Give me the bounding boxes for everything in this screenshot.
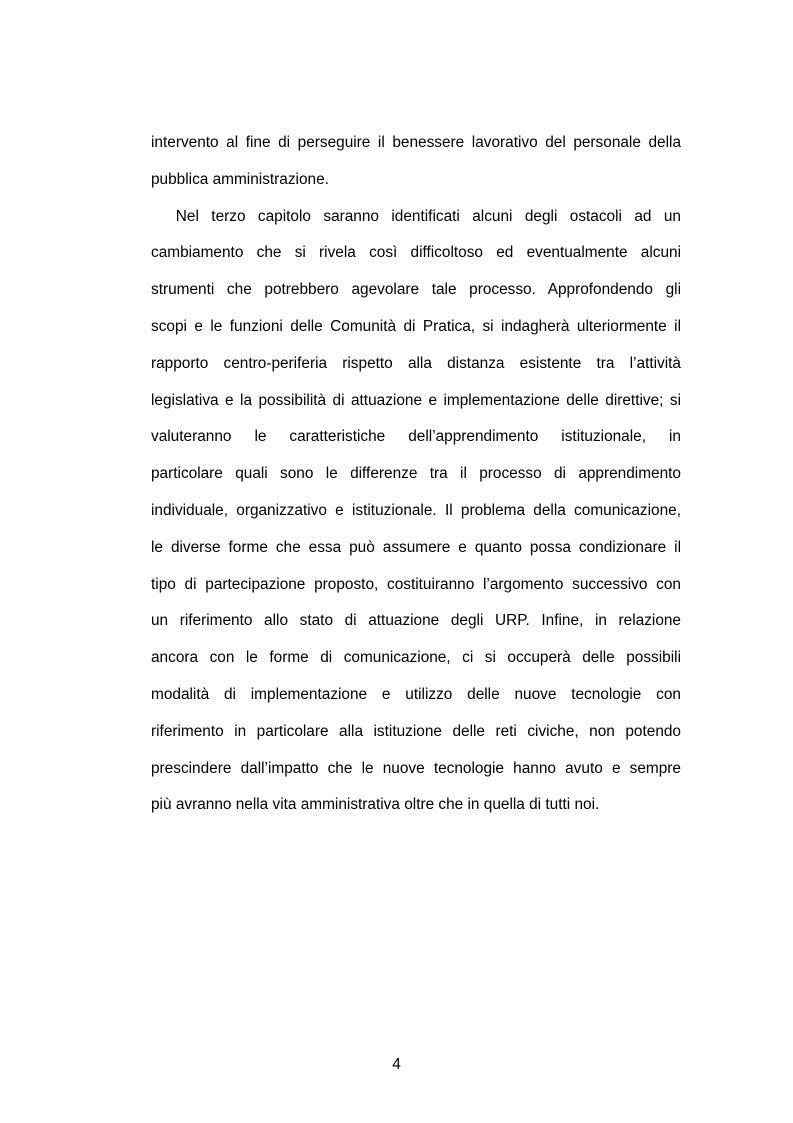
text-line: Nel terzo capitolo saranno identificati alcuni degli ostacoli ad un xyxy=(151,207,681,225)
text-line: le diverse forme che essa può assumere e quanto possa condizionare il xyxy=(151,538,681,556)
paragraph-2 xyxy=(151,199,681,825)
text-line: modalità di implementazione e utilizzo delle nuove tecnologie con xyxy=(151,685,681,703)
text-line: più avranno nella vita amministrativa oltre che in quella di tutti noi. xyxy=(151,796,600,814)
text-line: individuale, organizzativo e istituzionale. Il problema della comunicazione, xyxy=(151,501,681,519)
text-line: scopi e le funzioni delle Comunità di Pratica, si indagherà ulteriormente il xyxy=(151,317,681,335)
text-line: tipo di partecipazione proposto, costituiranno l’argomento successivo con xyxy=(151,575,681,593)
text-line: ancora con le forme di comunicazione, ci si occuperà delle possibili xyxy=(151,649,681,667)
text-line: un riferimento allo stato di attuazione degli URP. Infine, in relazione xyxy=(151,612,681,630)
text-line: rapporto centro-periferia rispetto alla distanza esistente tra l’attività xyxy=(151,354,681,372)
page-number: 4 xyxy=(392,1056,401,1073)
text-line: prescindere dall’impatto che le nuove tecnologie hanno avuto e sempre xyxy=(151,759,681,777)
text-line: particolare quali sono le differenze tra il processo di apprendimento xyxy=(151,465,681,483)
body-text xyxy=(151,125,681,824)
text-line: legislativa e la possibilità di attuazione e implementazione delle direttive; si xyxy=(151,391,681,409)
text-line: pubblica amministrazione. xyxy=(151,170,329,188)
text-line: strumenti che potrebbero agevolare tale processo. Approfondendo gli xyxy=(151,281,681,299)
text-line: intervento al fine di perseguire il benessere lavorativo del personale della xyxy=(151,134,681,151)
text-line: riferimento in particolare alla istituzione delle reti civiche, non potendo xyxy=(151,722,681,740)
paragraph-1 xyxy=(151,125,681,199)
text-line: cambiamento che si rivela così difficoltoso ed eventualmente alcuni xyxy=(151,244,681,262)
text-line: valuteranno le caratteristiche dell’apprendimento istituzionale, in xyxy=(151,428,681,446)
